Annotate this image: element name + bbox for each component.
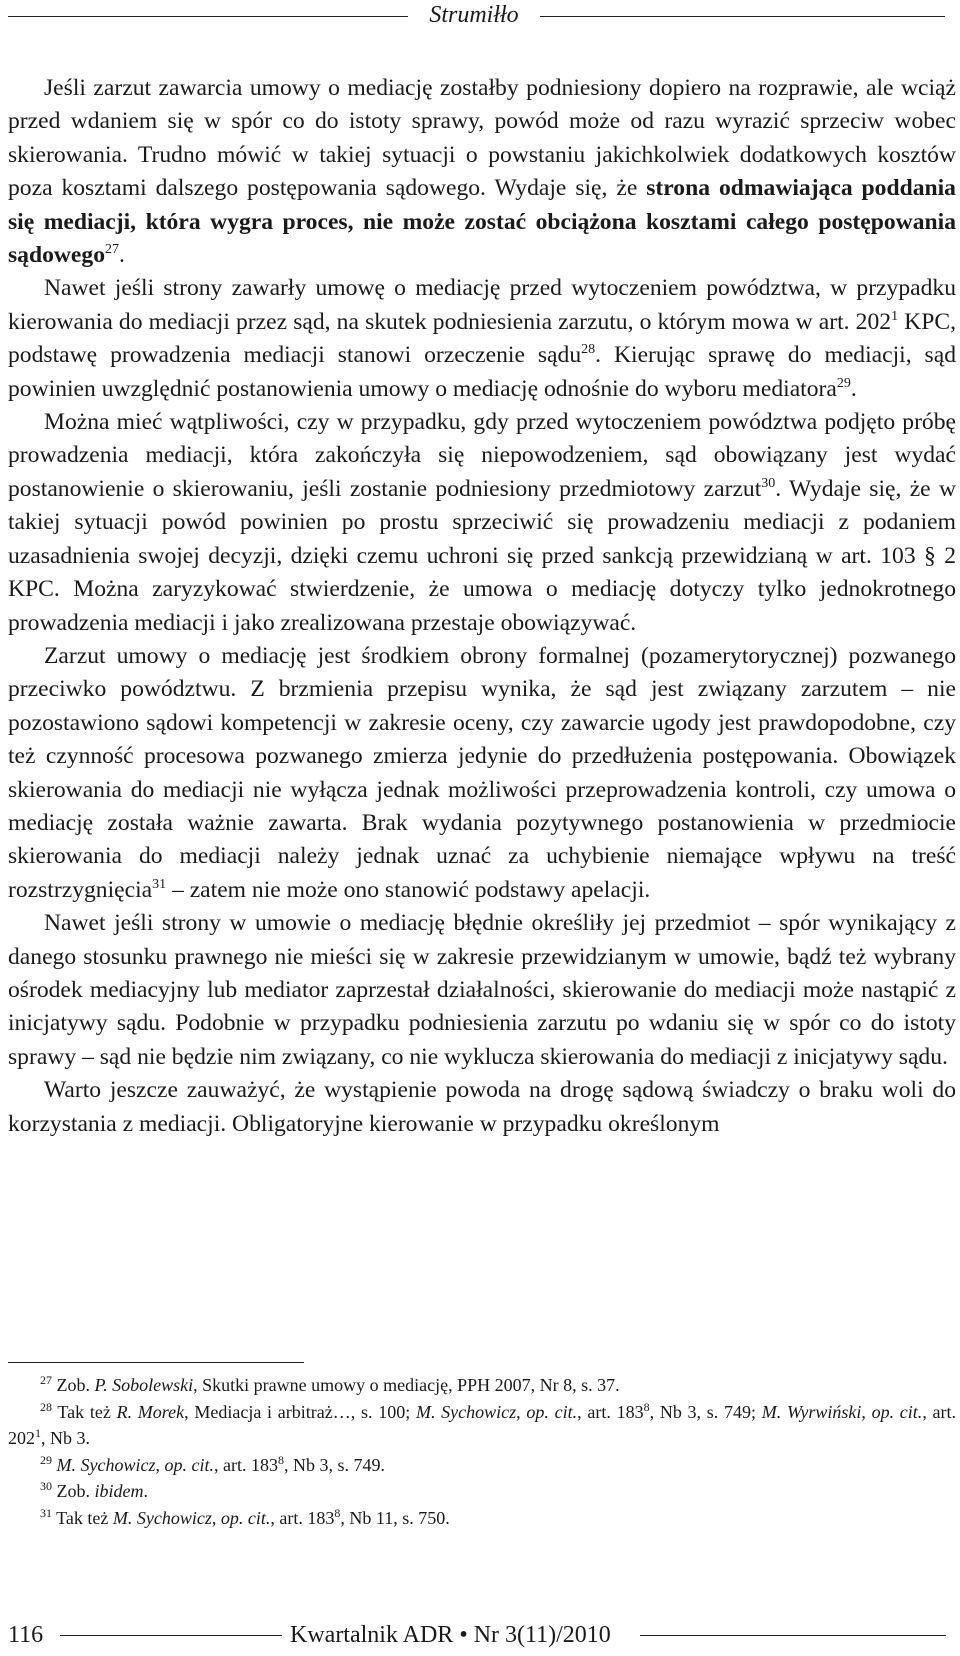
text-run: , Nb 11, s. 750. [340,1507,450,1528]
paragraph [8,72,956,272]
text-run: , [516,1401,527,1422]
italic-text: M. Sychowicz [112,1507,212,1528]
text-run: , art. 183 [270,1507,335,1528]
footnote [8,1399,956,1452]
text-run: Tak też [52,1507,113,1528]
text-run: Nawet jeśli strony zawarły umowę o mediację przed wytoczeniem powództwa, w przypadku kierowania do mediacji przez sąd, na skutek podniesienia zarzutu, o którym mowa w art. 202 [8,275,956,335]
page-footer [0,1620,960,1656]
text-run: Można mieć wątpliwości, czy w przypadku, gdy przed wytoczeniem powództwa podjęto próbę prowadzenia mediacji, która zakończyła się niepowodzeniem, sąd obowiązany jest wydać postanowienie o skierowaniu, jeśli zostanie podniesiony przedmiotowy zarzut [8,409,956,502]
text-run: . Wydaje się, że w takiej sytuacji powód powinien po prostu sprzeciwić się prowadzeniu mediacji z podaniem uzasadnienia swojej decyzji, dzięki czemu uchroni się przed sankcją przewidzianą w art. 103 § 2 KPC. Można zaryzykować stwierdzenie, że umowa o mediację dotyczy tylko jednokrotnego prowadzenia mediacji i jako zrealizowana przestaje obowiązywać. [8,475,956,636]
footnote-ref: 28 [40,1399,52,1414]
text-run: , art. 202 [8,1401,957,1448]
text-run: . [850,375,857,402]
text-run: . [119,242,125,269]
text-run: . Kierując sprawę do mediacji, sąd powinien uwzględnić postanowienia umowy o mediację odnośnie do wyboru mediatora [8,342,956,402]
journal-title: Kwartalnik ADR • Nr 3(11)/2010 [290,1622,611,1648]
text-run: , Nb 3, s. 749. [283,1454,385,1475]
text-run: Zob. [52,1375,95,1395]
text-run: , Mediacja i arbitraż…, s. 100; [184,1401,416,1422]
footnote-ref: 31 [152,876,167,892]
footnote [8,1452,956,1479]
italic-text: op. cit. [526,1401,578,1422]
running-title: Strumiłło [429,2,519,28]
header-rule-right [540,16,945,17]
text-run: Zarzut umowy o mediację jest środkiem obrony formalnej (pozamerytorycznej) pozwanego przeciwko powództwu. Z brzmienia przepisu wynika, że sąd jest związany zarzutem – nie pozostawiono sądowi kompetencji w zakresie oceny, czy zawarcie ugody jest prawdopodobne, czy też czynność procesowa pozwanego zmierza jedynie do przedłużenia postępowania. Obowiązek skierowania do mediacji nie wyłącza jednak możliwości przeprowadzenia kontroli, czy umowa o mediację została ważnie zawarta. Brak wydania pozytywnego postanowienia w przedmiocie skierowania do mediacji należy jednak uznać za uchybienie niemające wpływu na treść rozstrzygnięcia [8,642,956,903]
italic-text: op. cit. [164,1454,214,1475]
footnote-ref: 29 [836,375,851,391]
italic-text: M. Sychowicz [415,1401,517,1422]
footer-rule-right [640,1635,946,1636]
paragraph [8,907,956,1074]
text-run: – zatem nie może ono stanowić podstawy apelacji. [166,876,651,903]
text-run: Tak też [52,1401,117,1422]
footnote [8,1372,956,1399]
text-run: , [211,1507,221,1528]
text-run: Nawet jeśli strony w umowie o mediację błędnie określiły jej przedmiot – spór wynikający z danego stosunku prawnego nie mieści się w zakresie przewidzianym w umowie, bądź też wybrany ośrodek mediacyjny lub mediator zaprzestał działalności, skierowanie do mediacji może nastąpić z inicjatywy sądu. Podobnie w przypadku podniesienia zarzutu po wdaniu się w spór co do istoty sprawy – sąd nie będzie nim związany, co nie wyklucza skierowania do mediacji z inicjatywy sądu. [8,910,956,1070]
footnote-separator [8,1362,304,1363]
paragraph [8,272,956,406]
text-run: , Nb 3. [41,1428,90,1448]
running-header [0,0,960,36]
text-run: Warto jeszcze zauważyć, że wystąpienie powoda na drogę sądową świadczy o braku woli do korzystania z mediacji. Obligatoryjne kierowanie w przypadku określonym [8,1077,956,1137]
footnotes [8,1372,956,1531]
italic-text: M. Wyrwiński [761,1401,862,1422]
italic-text: op. cit. [871,1401,923,1422]
text-run: , Nb 3, s. 749; [649,1401,762,1422]
footnote [8,1478,956,1505]
italic-text: R. Morek [116,1401,185,1422]
paragraph [8,406,956,640]
paragraph [8,1074,956,1141]
footnote-ref: 8 [334,1505,341,1520]
footnote-ref: 1 [35,1426,41,1440]
italic-text: op. cit. [220,1507,271,1528]
text-run: , art. 183 [213,1454,278,1475]
body-text [8,72,956,1141]
text-run: , [155,1454,165,1475]
paragraph [8,640,956,907]
header-rule-left [8,16,408,17]
footnote-ref: 31 [40,1505,52,1520]
footnote [8,1505,956,1532]
italic-text: ibidem [94,1481,144,1501]
footnote-ref: 8 [643,1399,650,1414]
text-run: . [143,1481,148,1501]
footnote-ref: 27 [105,242,120,258]
text-run: Zob. [52,1481,95,1501]
footnote-ref: 30 [40,1479,52,1493]
text-run: , art. 183 [577,1401,644,1422]
text-run: Jeśli zarzut zawarcia umowy o mediację zostałby podniesiony dopiero na rozprawie, ale wciąż przed wdaniem się w spór co do istoty sprawy, powód może od razu wyrazić sprzeciw wobec skierowania. Trudno mówić w takiej sytuacji o powstaniu jakichkolwiek dodatkowych kosztów poza kosztami dalszego postępowania sądowego. Wydaje się, że [8,75,956,202]
footnote-ref: 28 [581,342,596,358]
footnote-ref: 30 [761,476,776,492]
footnote-ref: 29 [40,1452,52,1467]
bold-text: strona odmawiająca poddania się mediacji, która wygra proces, nie może zostać obciążona kosztami całego postępowania sądowego [8,175,956,269]
text-run: , Skutki prawne umowy o mediację, PPH 2007, Nr 8, s. 37. [193,1375,620,1395]
page-number: 116 [8,1622,44,1648]
text-run: , [861,1401,872,1422]
footnote-ref: 27 [40,1373,52,1387]
footnote-ref: 8 [277,1452,284,1467]
text-run: KPC, podstawę prowadzenia mediacji stanowi orzeczenie sądu [8,308,956,369]
italic-text: P. Sobolewski [94,1375,194,1395]
italic-text: M. Sychowicz [56,1454,156,1475]
footer-rule-left [60,1635,282,1636]
footnote-ref: 1 [891,308,899,324]
